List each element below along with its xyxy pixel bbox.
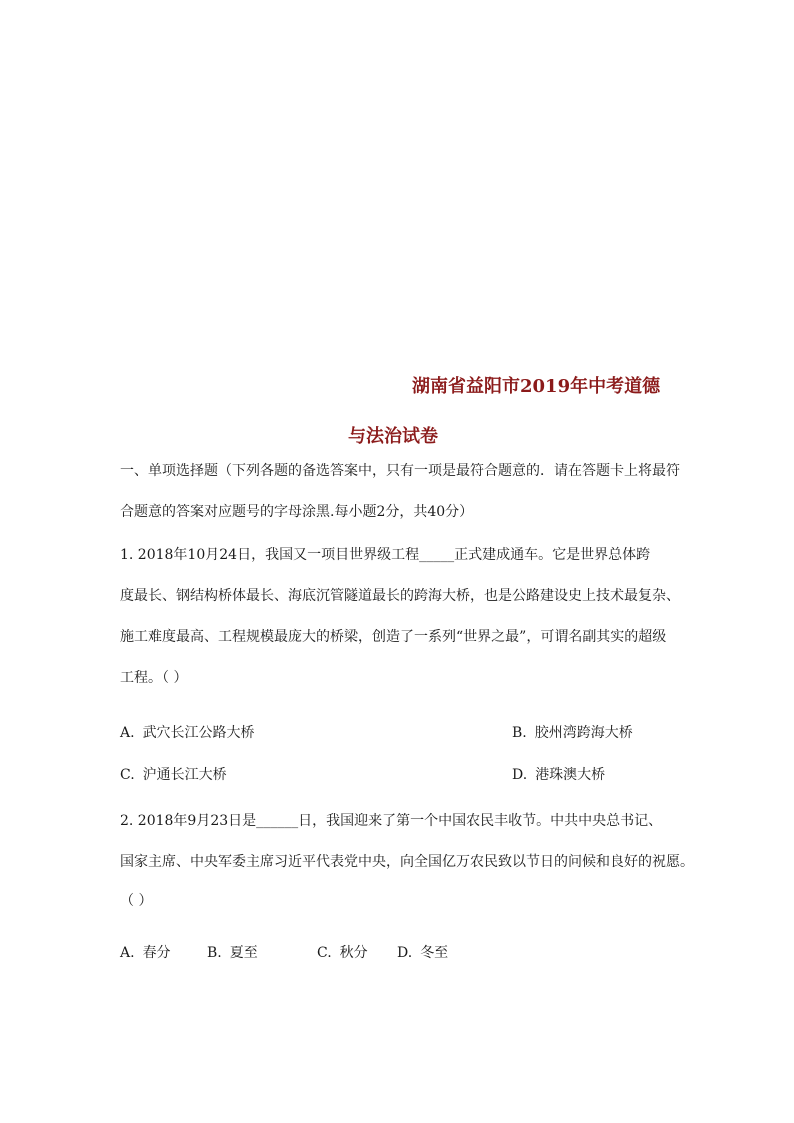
option-text: 夏至 xyxy=(229,945,258,961)
question-line: 施工难度最高、工程规模最庞大的桥梁，创造了一系列“世界之最”，可谓名副其实的超级 xyxy=(120,629,667,645)
section-line: 合题意的答案对应题号的字母涂黑.每小题2分，共40分） xyxy=(120,504,474,520)
question-line: 工程。（ ） xyxy=(120,670,188,686)
option-letter: C. xyxy=(317,945,332,961)
option-text: 港珠澳大桥 xyxy=(535,767,606,783)
option-letter: B. xyxy=(512,725,527,741)
q1-option-d xyxy=(512,765,605,785)
q2-option-a xyxy=(120,943,171,963)
option-text: 胶州湾跨海大桥 xyxy=(534,725,633,741)
exam-title-line2: 与法治试卷 xyxy=(348,426,438,447)
option-text: 冬至 xyxy=(420,945,449,961)
option-letter: D. xyxy=(512,767,528,783)
option-text: 沪通长江大桥 xyxy=(142,767,227,783)
option-letter: C. xyxy=(120,767,135,783)
option-letter: B. xyxy=(207,945,222,961)
option-letter: A. xyxy=(120,945,135,961)
question-line: 国家主席、中央军委主席习近平代表党中央，向全国亿万农民致以节日的问候和良好的祝愿。 xyxy=(120,854,694,870)
q1-option-a xyxy=(120,723,255,743)
exam-title-line1: 湖南省益阳市2019年中考道德 xyxy=(412,376,661,397)
q2-option-c xyxy=(317,943,368,963)
question-2-stem xyxy=(120,801,694,911)
option-text: 春分 xyxy=(142,945,171,961)
question-line: 度最长、钢结构桥体最长、海底沉管隧道最长的跨海大桥，也是公路建设史上技术最复杂、 xyxy=(120,588,680,604)
question-1-stem xyxy=(120,535,680,699)
option-letter: A. xyxy=(120,725,135,741)
q1-option-c xyxy=(120,765,227,785)
q1-option-b xyxy=(512,723,633,743)
question-line: 1. 2018年10月24日，我国又一项目世界级工程_____正式建成通车。它是世界总体跨 xyxy=(120,547,651,563)
section-line: 一、单项选择题（下列各题的备选答案中，只有一项是最符合题意的．请在答题卡上将最符 xyxy=(120,463,680,479)
option-text: 秋分 xyxy=(339,945,368,961)
section-instructions xyxy=(120,451,680,533)
option-text: 武穴长江公路大桥 xyxy=(142,725,255,741)
q2-option-d xyxy=(397,943,448,963)
question-line: （ ） xyxy=(120,893,153,909)
question-line: 2. 2018年9月23日是______日，我国迎来了第一个中国农民丰收节。中共中央总书记、 xyxy=(120,813,663,829)
option-letter: D. xyxy=(397,945,413,961)
q2-option-b xyxy=(207,943,258,963)
